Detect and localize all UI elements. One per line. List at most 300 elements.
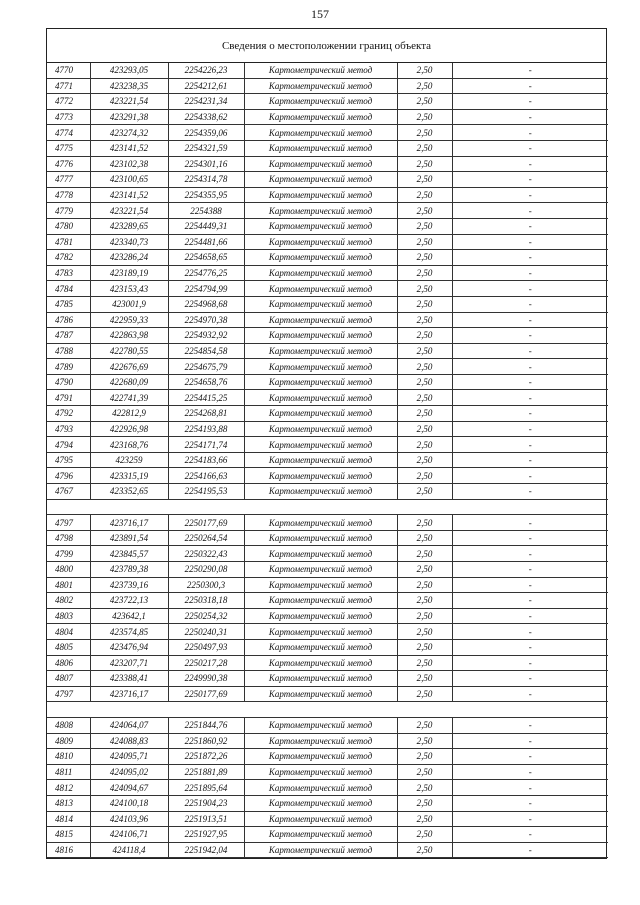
x-coordinate-cell: 424118,4	[90, 842, 168, 858]
description-cell: -	[452, 811, 608, 827]
point-number-cell: 4776	[47, 156, 90, 172]
method-cell: Картометрический метод	[244, 686, 397, 702]
table-row	[47, 437, 608, 453]
x-coordinate-cell: 422780,55	[90, 343, 168, 359]
point-number-cell: 4791	[47, 390, 90, 406]
table-row	[47, 359, 608, 375]
description-cell: -	[452, 655, 608, 671]
method-cell: Картометрический метод	[244, 187, 397, 203]
table-row	[47, 312, 608, 328]
accuracy-cell: 2,50	[397, 608, 452, 624]
point-number-cell: 4772	[47, 94, 90, 110]
point-number-cell: 4806	[47, 655, 90, 671]
x-coordinate-cell: 423340,73	[90, 234, 168, 250]
x-coordinate-cell: 423221,54	[90, 94, 168, 110]
method-cell: Картометрический метод	[244, 608, 397, 624]
method-cell: Картометрический метод	[244, 827, 397, 843]
method-cell: Картометрический метод	[244, 593, 397, 609]
description-cell: -	[452, 343, 608, 359]
method-cell: Картометрический метод	[244, 452, 397, 468]
accuracy-cell: 2,50	[397, 312, 452, 328]
block-separator	[47, 499, 608, 515]
description-cell: -	[452, 156, 608, 172]
point-number-cell: 4786	[47, 312, 90, 328]
table-row	[47, 764, 608, 780]
accuracy-cell: 2,50	[397, 827, 452, 843]
point-number-cell: 4796	[47, 468, 90, 484]
description-cell: -	[452, 562, 608, 578]
x-coordinate-cell: 422926,98	[90, 421, 168, 437]
y-coordinate-cell: 2254301,16	[168, 156, 244, 172]
point-number-cell: 4798	[47, 530, 90, 546]
description-cell: -	[452, 218, 608, 234]
method-cell: Картометрический метод	[244, 421, 397, 437]
y-coordinate-cell: 2254171,74	[168, 437, 244, 453]
accuracy-cell: 2,50	[397, 140, 452, 156]
table-row	[47, 63, 608, 78]
description-cell: -	[452, 359, 608, 375]
x-coordinate-cell: 423289,65	[90, 218, 168, 234]
description-cell: -	[452, 530, 608, 546]
x-coordinate-cell: 424103,96	[90, 811, 168, 827]
method-cell: Картометрический метод	[244, 328, 397, 344]
point-number-cell: 4771	[47, 78, 90, 94]
method-cell: Картометрический метод	[244, 530, 397, 546]
x-coordinate-cell: 422863,98	[90, 328, 168, 344]
point-number-cell: 4790	[47, 374, 90, 390]
x-coordinate-cell: 423286,24	[90, 250, 168, 266]
table-row	[47, 203, 608, 219]
table-row	[47, 452, 608, 468]
table-row	[47, 125, 608, 141]
point-number-cell: 4804	[47, 624, 90, 640]
description-cell: -	[452, 639, 608, 655]
y-coordinate-cell: 2254195,53	[168, 484, 244, 500]
x-coordinate-cell: 423291,38	[90, 109, 168, 125]
x-coordinate-cell: 423221,54	[90, 203, 168, 219]
method-cell: Картометрический метод	[244, 546, 397, 562]
point-number-cell: 4802	[47, 593, 90, 609]
x-coordinate-cell: 423207,71	[90, 655, 168, 671]
accuracy-cell: 2,50	[397, 468, 452, 484]
x-coordinate-cell: 422676,69	[90, 359, 168, 375]
table-row	[47, 265, 608, 281]
y-coordinate-cell: 2254183,66	[168, 452, 244, 468]
x-coordinate-cell: 423722,13	[90, 593, 168, 609]
y-coordinate-cell: 2250322,43	[168, 546, 244, 562]
x-coordinate-cell: 424100,18	[90, 795, 168, 811]
method-cell: Картометрический метод	[244, 562, 397, 578]
x-coordinate-cell: 422680,09	[90, 374, 168, 390]
accuracy-cell: 2,50	[397, 515, 452, 531]
x-coordinate-cell: 422741,39	[90, 390, 168, 406]
description-cell: -	[452, 437, 608, 453]
accuracy-cell: 2,50	[397, 624, 452, 640]
method-cell: Картометрический метод	[244, 140, 397, 156]
accuracy-cell: 2,50	[397, 374, 452, 390]
x-coordinate-cell: 423739,16	[90, 577, 168, 593]
table-row	[47, 842, 608, 858]
description-cell: -	[452, 421, 608, 437]
x-coordinate-cell: 424094,67	[90, 780, 168, 796]
description-cell: -	[452, 94, 608, 110]
accuracy-cell: 2,50	[397, 390, 452, 406]
table-row	[47, 78, 608, 94]
x-coordinate-cell: 423293,05	[90, 63, 168, 78]
point-number-cell: 4805	[47, 639, 90, 655]
coordinates-table-frame	[46, 28, 607, 859]
table-row	[47, 172, 608, 188]
method-cell: Картометрический метод	[244, 795, 397, 811]
point-number-cell: 4794	[47, 437, 90, 453]
point-number-cell: 4797	[47, 515, 90, 531]
method-cell: Картометрический метод	[244, 374, 397, 390]
description-cell: -	[452, 328, 608, 344]
accuracy-cell: 2,50	[397, 156, 452, 172]
description-cell: -	[452, 312, 608, 328]
description-cell: -	[452, 234, 608, 250]
accuracy-cell: 2,50	[397, 764, 452, 780]
description-cell: -	[452, 624, 608, 640]
y-coordinate-cell: 2254415,25	[168, 390, 244, 406]
method-cell: Картометрический метод	[244, 203, 397, 219]
point-number-cell: 4799	[47, 546, 90, 562]
method-cell: Картометрический метод	[244, 811, 397, 827]
method-cell: Картометрический метод	[244, 733, 397, 749]
x-coordinate-cell: 423315,19	[90, 468, 168, 484]
table-row	[47, 608, 608, 624]
y-coordinate-cell: 2250240,31	[168, 624, 244, 640]
table-row	[47, 187, 608, 203]
table-row	[47, 390, 608, 406]
description-cell: -	[452, 140, 608, 156]
y-coordinate-cell: 2254794,99	[168, 281, 244, 297]
accuracy-cell: 2,50	[397, 343, 452, 359]
point-number-cell: 4780	[47, 218, 90, 234]
method-cell: Картометрический метод	[244, 234, 397, 250]
description-cell: -	[452, 187, 608, 203]
y-coordinate-cell: 2254658,65	[168, 250, 244, 266]
method-cell: Картометрический метод	[244, 390, 397, 406]
description-cell: -	[452, 686, 608, 702]
y-coordinate-cell: 2254166,63	[168, 468, 244, 484]
x-coordinate-cell: 423476,94	[90, 639, 168, 655]
method-cell: Картометрический метод	[244, 125, 397, 141]
separator-cell	[47, 702, 608, 718]
table-row	[47, 343, 608, 359]
point-number-cell: 4803	[47, 608, 90, 624]
table-row	[47, 468, 608, 484]
accuracy-cell: 2,50	[397, 406, 452, 422]
point-number-cell: 4779	[47, 203, 90, 219]
method-cell: Картометрический метод	[244, 577, 397, 593]
method-cell: Картометрический метод	[244, 94, 397, 110]
table-row	[47, 655, 608, 671]
description-cell: -	[452, 63, 608, 78]
accuracy-cell: 2,50	[397, 250, 452, 266]
description-cell: -	[452, 296, 608, 312]
table-row	[47, 733, 608, 749]
description-cell: -	[452, 795, 608, 811]
point-number-cell: 4783	[47, 265, 90, 281]
accuracy-cell: 2,50	[397, 78, 452, 94]
accuracy-cell: 2,50	[397, 530, 452, 546]
accuracy-cell: 2,50	[397, 203, 452, 219]
accuracy-cell: 2,50	[397, 421, 452, 437]
description-cell: -	[452, 546, 608, 562]
method-cell: Картометрический метод	[244, 63, 397, 78]
accuracy-cell: 2,50	[397, 577, 452, 593]
method-cell: Картометрический метод	[244, 655, 397, 671]
table-row	[47, 546, 608, 562]
description-cell: -	[452, 172, 608, 188]
method-cell: Картометрический метод	[244, 749, 397, 765]
x-coordinate-cell: 423274,32	[90, 125, 168, 141]
x-coordinate-cell: 423102,38	[90, 156, 168, 172]
y-coordinate-cell: 2254314,78	[168, 172, 244, 188]
point-number-cell: 4778	[47, 187, 90, 203]
description-cell: -	[452, 265, 608, 281]
method-cell: Картометрический метод	[244, 468, 397, 484]
point-number-cell: 4801	[47, 577, 90, 593]
method-cell: Картометрический метод	[244, 312, 397, 328]
description-cell: -	[452, 749, 608, 765]
y-coordinate-cell: 2254481,66	[168, 234, 244, 250]
description-cell: -	[452, 484, 608, 500]
table-row	[47, 296, 608, 312]
table-row	[47, 749, 608, 765]
accuracy-cell: 2,50	[397, 234, 452, 250]
table-row	[47, 140, 608, 156]
coordinates-table	[47, 63, 608, 858]
point-number-cell: 4800	[47, 562, 90, 578]
y-coordinate-cell: 2254226,23	[168, 63, 244, 78]
method-cell: Картометрический метод	[244, 671, 397, 687]
point-number-cell: 4810	[47, 749, 90, 765]
point-number-cell: 4811	[47, 764, 90, 780]
description-cell: -	[452, 203, 608, 219]
point-number-cell: 4814	[47, 811, 90, 827]
description-cell: -	[452, 374, 608, 390]
y-coordinate-cell: 2250318,18	[168, 593, 244, 609]
method-cell: Картометрический метод	[244, 359, 397, 375]
method-cell: Картометрический метод	[244, 515, 397, 531]
table-row	[47, 686, 608, 702]
table-row	[47, 530, 608, 546]
accuracy-cell: 2,50	[397, 265, 452, 281]
y-coordinate-cell: 2254388	[168, 203, 244, 219]
table-row	[47, 328, 608, 344]
x-coordinate-cell: 423388,41	[90, 671, 168, 687]
y-coordinate-cell: 2254776,25	[168, 265, 244, 281]
accuracy-cell: 2,50	[397, 452, 452, 468]
description-cell: -	[452, 125, 608, 141]
x-coordinate-cell: 423642,1	[90, 608, 168, 624]
accuracy-cell: 2,50	[397, 546, 452, 562]
x-coordinate-cell: 423716,17	[90, 515, 168, 531]
method-cell: Картометрический метод	[244, 78, 397, 94]
point-number-cell: 4815	[47, 827, 90, 843]
accuracy-cell: 2,50	[397, 281, 452, 297]
point-number-cell: 4795	[47, 452, 90, 468]
y-coordinate-cell: 2254970,38	[168, 312, 244, 328]
point-number-cell: 4777	[47, 172, 90, 188]
y-coordinate-cell: 2251860,92	[168, 733, 244, 749]
table-row	[47, 593, 608, 609]
x-coordinate-cell: 424088,83	[90, 733, 168, 749]
table-row	[47, 484, 608, 500]
y-coordinate-cell: 2254932,92	[168, 328, 244, 344]
y-coordinate-cell: 2254675,79	[168, 359, 244, 375]
method-cell: Картометрический метод	[244, 437, 397, 453]
accuracy-cell: 2,50	[397, 842, 452, 858]
x-coordinate-cell: 423238,35	[90, 78, 168, 94]
description-cell: -	[452, 109, 608, 125]
y-coordinate-cell: 2250264,54	[168, 530, 244, 546]
method-cell: Картометрический метод	[244, 343, 397, 359]
point-number-cell: 4808	[47, 717, 90, 733]
table-row	[47, 156, 608, 172]
accuracy-cell: 2,50	[397, 655, 452, 671]
description-cell: -	[452, 281, 608, 297]
method-cell: Картометрический метод	[244, 764, 397, 780]
method-cell: Картометрический метод	[244, 484, 397, 500]
y-coordinate-cell: 2251844,76	[168, 717, 244, 733]
x-coordinate-cell: 423189,19	[90, 265, 168, 281]
method-cell: Картометрический метод	[244, 780, 397, 796]
description-cell: -	[452, 515, 608, 531]
method-cell: Картометрический метод	[244, 842, 397, 858]
description-cell: -	[452, 717, 608, 733]
point-number-cell: 4816	[47, 842, 90, 858]
description-cell: -	[452, 406, 608, 422]
table-row	[47, 421, 608, 437]
point-number-cell: 4792	[47, 406, 90, 422]
x-coordinate-cell: 422959,33	[90, 312, 168, 328]
table-row	[47, 811, 608, 827]
method-cell: Картометрический метод	[244, 296, 397, 312]
accuracy-cell: 2,50	[397, 125, 452, 141]
x-coordinate-cell: 424106,71	[90, 827, 168, 843]
x-coordinate-cell: 423141,52	[90, 140, 168, 156]
x-coordinate-cell: 423153,43	[90, 281, 168, 297]
y-coordinate-cell: 2250497,93	[168, 639, 244, 655]
y-coordinate-cell: 2250217,28	[168, 655, 244, 671]
description-cell: -	[452, 250, 608, 266]
accuracy-cell: 2,50	[397, 795, 452, 811]
point-number-cell: 4774	[47, 125, 90, 141]
accuracy-cell: 2,50	[397, 484, 452, 500]
y-coordinate-cell: 2254212,61	[168, 78, 244, 94]
accuracy-cell: 2,50	[397, 94, 452, 110]
x-coordinate-cell: 423168,76	[90, 437, 168, 453]
method-cell: Картометрический метод	[244, 156, 397, 172]
table-row	[47, 406, 608, 422]
separator-cell	[47, 499, 608, 515]
table-row	[47, 780, 608, 796]
accuracy-cell: 2,50	[397, 562, 452, 578]
y-coordinate-cell: 2251872,26	[168, 749, 244, 765]
method-cell: Картометрический метод	[244, 406, 397, 422]
method-cell: Картометрический метод	[244, 172, 397, 188]
point-number-cell: 4784	[47, 281, 90, 297]
y-coordinate-cell: 2251895,64	[168, 780, 244, 796]
x-coordinate-cell: 423845,57	[90, 546, 168, 562]
x-coordinate-cell: 424095,71	[90, 749, 168, 765]
y-coordinate-cell: 2250254,32	[168, 608, 244, 624]
table-row	[47, 795, 608, 811]
method-cell: Картометрический метод	[244, 109, 397, 125]
table-row	[47, 639, 608, 655]
y-coordinate-cell: 2250177,69	[168, 686, 244, 702]
x-coordinate-cell: 423789,38	[90, 562, 168, 578]
method-cell: Картометрический метод	[244, 281, 397, 297]
x-coordinate-cell: 423141,52	[90, 187, 168, 203]
point-number-cell: 4809	[47, 733, 90, 749]
description-cell: -	[452, 390, 608, 406]
point-number-cell: 4789	[47, 359, 90, 375]
accuracy-cell: 2,50	[397, 187, 452, 203]
point-number-cell: 4775	[47, 140, 90, 156]
accuracy-cell: 2,50	[397, 639, 452, 655]
point-number-cell: 4781	[47, 234, 90, 250]
description-cell: -	[452, 842, 608, 858]
y-coordinate-cell: 2251904,23	[168, 795, 244, 811]
table-row	[47, 671, 608, 687]
accuracy-cell: 2,50	[397, 63, 452, 78]
accuracy-cell: 2,50	[397, 172, 452, 188]
point-number-cell: 4797	[47, 686, 90, 702]
accuracy-cell: 2,50	[397, 686, 452, 702]
accuracy-cell: 2,50	[397, 218, 452, 234]
table-row	[47, 218, 608, 234]
table-row	[47, 562, 608, 578]
accuracy-cell: 2,50	[397, 717, 452, 733]
x-coordinate-cell: 423001,9	[90, 296, 168, 312]
accuracy-cell: 2,50	[397, 780, 452, 796]
x-coordinate-cell: 423259	[90, 452, 168, 468]
method-cell: Картометрический метод	[244, 639, 397, 655]
y-coordinate-cell: 2254854,58	[168, 343, 244, 359]
description-cell: -	[452, 827, 608, 843]
point-number-cell: 4770	[47, 63, 90, 78]
y-coordinate-cell: 2254449,31	[168, 218, 244, 234]
point-number-cell: 4807	[47, 671, 90, 687]
y-coordinate-cell: 2251881,89	[168, 764, 244, 780]
y-coordinate-cell: 2250177,69	[168, 515, 244, 531]
y-coordinate-cell: 2250290,08	[168, 562, 244, 578]
description-cell: -	[452, 593, 608, 609]
accuracy-cell: 2,50	[397, 328, 452, 344]
point-number-cell: 4773	[47, 109, 90, 125]
y-coordinate-cell: 2254231,34	[168, 94, 244, 110]
accuracy-cell: 2,50	[397, 359, 452, 375]
table-row	[47, 827, 608, 843]
description-cell: -	[452, 452, 608, 468]
table-row	[47, 515, 608, 531]
table-title: Сведения о местоположении границ объекта	[47, 29, 606, 63]
point-number-cell: 4782	[47, 250, 90, 266]
x-coordinate-cell: 423891,54	[90, 530, 168, 546]
x-coordinate-cell: 423100,65	[90, 172, 168, 188]
accuracy-cell: 2,50	[397, 671, 452, 687]
point-number-cell: 4788	[47, 343, 90, 359]
y-coordinate-cell: 2254359,06	[168, 125, 244, 141]
accuracy-cell: 2,50	[397, 296, 452, 312]
table-row	[47, 374, 608, 390]
accuracy-cell: 2,50	[397, 749, 452, 765]
x-coordinate-cell: 424095,02	[90, 764, 168, 780]
